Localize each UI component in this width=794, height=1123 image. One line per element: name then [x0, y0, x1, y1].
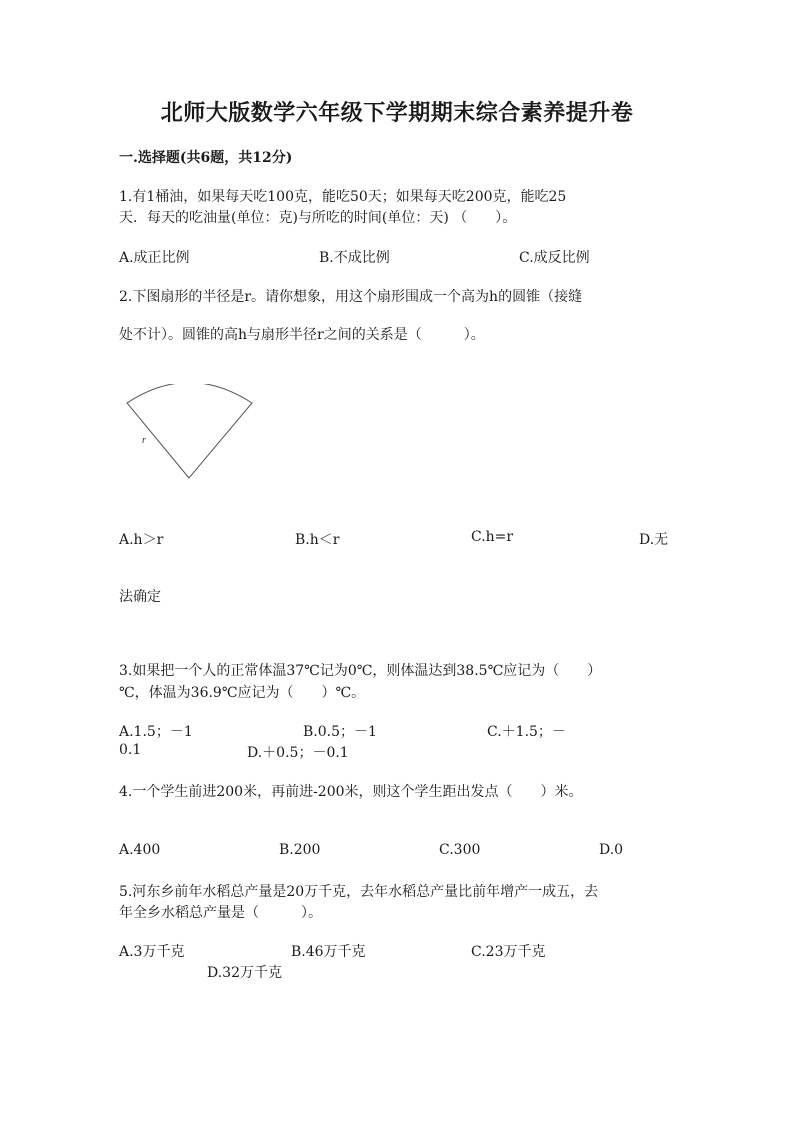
question-3-option-b: B.0.5；－1 — [303, 724, 377, 740]
question-1-option-b: B.不成比例 — [319, 250, 390, 266]
question-3-line-1: 3.如果把一个人的正常体温37℃记为0℃，则体温达到38.5℃应记为（ ） — [119, 663, 602, 679]
question-2-option-d-end: 法确定 — [119, 589, 161, 605]
question-1-option-c: C.成反比例 — [519, 250, 590, 266]
question-5-option-c: C.23万千克 — [471, 944, 546, 960]
question-2-option-a: A.h＞r — [119, 532, 164, 548]
question-5-line-2: 年全乡水稻总产量是（ ）。 — [119, 905, 322, 921]
question-1-line-1: 1.有1桶油，如果每天吃100克，能吃50天；如果每天吃200克，能吃25 — [119, 189, 567, 205]
question-4-option-b: B.200 — [279, 842, 321, 858]
question-5-line-1: 5.河东乡前年水稻总产量是20万千克，去年水稻总产量比前年增产一成五，去 — [119, 884, 599, 900]
radius-label: r — [142, 435, 146, 446]
question-2-line-1: 2.下图扇形的半径是r。请你想象，用这个扇形围成一个高为h的圆锥（接缝 — [119, 289, 583, 305]
page-title: 北师大版数学六年级下学期期末综合素养提升卷 — [160, 100, 634, 126]
question-3-option-d: D.＋0.5；－0.1 — [247, 745, 349, 761]
question-4-option-d: D.0 — [599, 842, 624, 858]
question-1-option-a: A.成正比例 — [119, 250, 190, 266]
question-5-option-a: A.3万千克 — [119, 944, 185, 960]
question-3-option-a: A.1.5；－1 — [119, 724, 193, 740]
question-1-line-2: 天．每天的吃油量(单位：克)与所吃的时间(单位：天) （ ）。 — [119, 210, 517, 226]
question-5-option-d: D.32万千克 — [207, 965, 282, 981]
question-4-option-a: A.400 — [119, 842, 161, 858]
question-2-line-2: 处不计）。圆锥的高h与扇形半径r之间的关系是（ ）。 — [119, 327, 485, 343]
question-4-line-1: 4.一个学生前进200米，再前进-200米，则这个学生距出发点（ ）米。 — [119, 784, 583, 800]
section-heading: 一.选择题(共6题，共12分) — [119, 150, 293, 166]
sector-outline — [127, 384, 252, 478]
sector-figure — [118, 384, 262, 484]
question-2-option-c: C.h=r — [471, 529, 514, 545]
question-3-option-c-end: 0.1 — [119, 742, 142, 758]
question-2-option-b: B.h＜r — [295, 532, 340, 548]
question-3-line-2: ℃，体温为36.9℃应记为（ ）℃。 — [119, 685, 366, 701]
question-4-option-c: C.300 — [439, 842, 481, 858]
question-5-option-b: B.46万千克 — [291, 944, 366, 960]
question-2-option-d-start: D.无 — [639, 532, 669, 548]
question-3-option-c-start: C.＋1.5；－ — [487, 724, 566, 740]
